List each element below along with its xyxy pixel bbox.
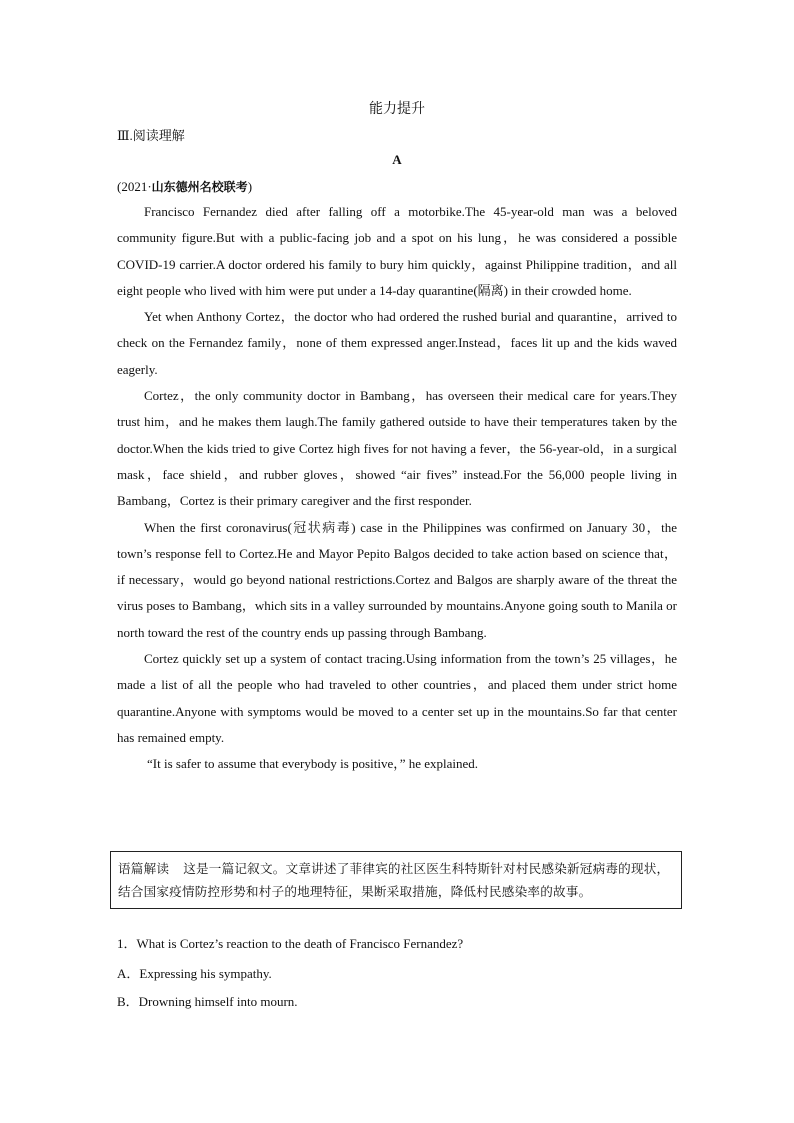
passage-letter: A bbox=[392, 152, 402, 167]
section-heading: Ⅲ.阅读理解 bbox=[117, 128, 185, 143]
note-text: 这是一篇记叙文。文章讲述了菲律宾的社区医生科特斯针对村民感染新冠病毒的现状，结合国家疫情防控形势和村子的地理特征，果断采取措施，降低村民感染率的故事。 bbox=[118, 861, 670, 899]
option-b[interactable]: B．Drowning himself into mourn. bbox=[117, 994, 298, 1009]
reading-note-box bbox=[110, 851, 682, 909]
note-title: 语篇解读 bbox=[118, 861, 170, 876]
paragraph: Francisco Fernandez died after falling off a motorbike.The 45-year-old man was a beloved community figure.But with a public-facing job and a spot on his lung，he was considered a possible COVID-19 carrier.A doctor ordered his family to bury him quickly，against Philippine tradition，and all eight people who lived with him were put under a 14-day quarantine(隔离) in their crowded home. bbox=[117, 204, 677, 298]
source-prefix: (2021· bbox=[117, 179, 152, 194]
quote-paragraph: “It is safer to assume that everybody is positive，” he explained. bbox=[147, 756, 479, 772]
passage-body bbox=[117, 199, 677, 778]
paragraph: Cortez，the only community doctor in Bambang，has overseen their medical care for years.They trust him，and he makes them laugh.The family gathered outside to have their temperatures taken by the doctor.When the kids tried to give Cortez high fives for not having a fever，the 56-year-old，in a surgical mask，face shield，and rubber gloves，showed “air fives” instead.For the 56,000 people living in Bambang，Cortez is their primary caregiver and the first responder. bbox=[117, 388, 677, 509]
question-text: 1．What is Cortez’s reaction to the death of Francisco Fernandez? bbox=[117, 936, 464, 951]
paragraph: Cortez quickly set up a system of contact tracing.Using information from the town’s 25 villages，he made a list of all the people who had traveled to other countries，and placed them under strict home quarantine.Anyone with symptoms would be moved to a center set up in the mountains.So far that center has remained empty. bbox=[117, 651, 677, 745]
source-line bbox=[117, 178, 252, 195]
source-name: 山东德州名校联考 bbox=[151, 180, 248, 194]
source-suffix: ) bbox=[247, 179, 253, 194]
option-a[interactable]: A．Expressing his sympathy. bbox=[117, 966, 272, 981]
paragraph: When the first coronavirus(冠状病毒) case in the Philippines was confirmed on January 30，the town’s response fell to Cortez.He and Mayor Pepito Balgos decided to take action based on science that，if necessary，would go beyond national restrictions.Cortez and Balgos are sharply aware of the threat the virus poses to Bambang，which sits in a valley surrounded by mountains.Anyone going south to Manila or north toward the rest of the country ends up passing through Bambang. bbox=[117, 519, 677, 640]
paragraph: Yet when Anthony Cortez，the doctor who had ordered the rushed burial and quarantine，arrived to check on the Fernandez family，none of them expressed anger.Instead，faces lit up and the kids waved eagerly. bbox=[117, 309, 677, 377]
answer-options bbox=[117, 960, 298, 1016]
page-title: 能力提升 bbox=[369, 102, 425, 117]
